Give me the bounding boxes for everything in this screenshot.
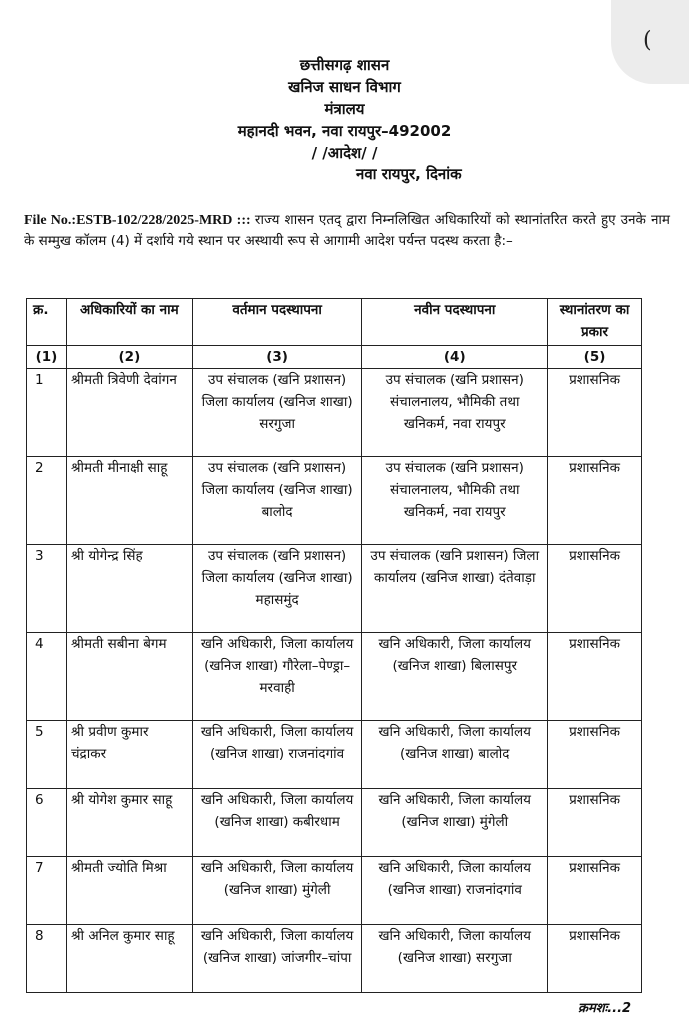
order-title: / /आदेश/ / bbox=[311, 144, 378, 162]
col-number: (3) bbox=[192, 346, 362, 369]
ministry-label: मंत्रालय bbox=[324, 100, 365, 118]
row-serial: 2 bbox=[27, 457, 67, 545]
row-officer-name: श्री अनिल कुमार साहू bbox=[66, 925, 192, 993]
row-serial: 1 bbox=[27, 369, 67, 457]
col-number: (2) bbox=[66, 346, 192, 369]
col-number: (5) bbox=[548, 346, 642, 369]
corner-mark: ( bbox=[643, 28, 652, 53]
table-row bbox=[27, 457, 642, 545]
row-serial: 4 bbox=[27, 633, 67, 721]
place-date-line: नवा रायपुर, दिनांक bbox=[356, 165, 462, 183]
col-header-name: अधिकारियों का नाम bbox=[66, 299, 192, 346]
row-transfer-type: प्रशासनिक bbox=[548, 857, 642, 925]
col-header-new: नवीन पदस्थापना bbox=[362, 299, 548, 346]
continuation-note: क्रमशः...2 bbox=[578, 1001, 632, 1016]
row-transfer-type: प्रशासनिक bbox=[548, 545, 642, 633]
row-transfer-type: प्रशासनिक bbox=[548, 721, 642, 789]
row-new-posting: खनि अधिकारी, जिला कार्यालय (खनिज शाखा) बालोद bbox=[362, 721, 548, 789]
row-transfer-type: प्रशासनिक bbox=[548, 457, 642, 545]
row-serial: 3 bbox=[27, 545, 67, 633]
col-number: (1) bbox=[27, 346, 67, 369]
row-officer-name: श्री योगेश कुमार साहू bbox=[66, 789, 192, 857]
col-number: (4) bbox=[362, 346, 548, 369]
file-number: File No.:ESTB-102/228/2025-MRD bbox=[24, 213, 233, 228]
table-row bbox=[27, 925, 642, 993]
row-transfer-type: प्रशासनिक bbox=[548, 633, 642, 721]
row-serial: 8 bbox=[27, 925, 67, 993]
row-officer-name: श्रीमती मीनाक्षी साहू bbox=[66, 457, 192, 545]
row-serial: 5 bbox=[27, 721, 67, 789]
table-row bbox=[27, 789, 642, 857]
table-row bbox=[27, 369, 642, 457]
row-new-posting: उप संचालक (खनि प्रशासन) जिला कार्यालय (खनिज शाखा) दंतेवाड़ा bbox=[362, 545, 548, 633]
row-transfer-type: प्रशासनिक bbox=[548, 925, 642, 993]
col-header-sn: क्र. bbox=[27, 299, 67, 346]
row-new-posting: खनि अधिकारी, जिला कार्यालय (खनिज शाखा) राजनांदगांव bbox=[362, 857, 548, 925]
row-current-posting: खनि अधिकारी, जिला कार्यालय (खनिज शाखा) जांजगीर–चांपा bbox=[192, 925, 362, 993]
row-officer-name: श्रीमती त्रिवेणी देवांगन bbox=[66, 369, 192, 457]
govt-name: छत्तीसगढ़ शासन bbox=[299, 56, 390, 74]
row-current-posting: खनि अधिकारी, जिला कार्यालय (खनिज शाखा) मुंगेली bbox=[192, 857, 362, 925]
row-current-posting: उप संचालक (खनि प्रशासन) जिला कार्यालय (खनिज शाखा) बालोद bbox=[192, 457, 362, 545]
table-row bbox=[27, 721, 642, 789]
table-colnum-row bbox=[27, 346, 642, 369]
row-officer-name: श्रीमती सबीना बेगम bbox=[66, 633, 192, 721]
row-new-posting: उप संचालक (खनि प्रशासन) संचालनालय, भौमिकी तथा खनिकर्म, नवा रायपुर bbox=[362, 369, 548, 457]
table-header-row bbox=[27, 299, 642, 346]
row-current-posting: खनि अधिकारी, जिला कार्यालय (खनिज शाखा) कबीरधाम bbox=[192, 789, 362, 857]
table-row bbox=[27, 633, 642, 721]
row-new-posting: उप संचालक (खनि प्रशासन) संचालनालय, भौमिकी तथा खनिकर्म, नवा रायपुर bbox=[362, 457, 548, 545]
intro-paragraph bbox=[24, 210, 670, 252]
file-separator: ::: bbox=[232, 213, 255, 228]
row-serial: 7 bbox=[27, 857, 67, 925]
col-header-type: स्थानांतरण का प्रकार bbox=[548, 299, 642, 346]
row-current-posting: उप संचालक (खनि प्रशासन) जिला कार्यालय (खनिज शाखा) महासमुंद bbox=[192, 545, 362, 633]
table-row bbox=[27, 545, 642, 633]
row-current-posting: खनि अधिकारी, जिला कार्यालय (खनिज शाखा) राजनांदगांव bbox=[192, 721, 362, 789]
intro-text: राज्य शासन एतद् द्वारा निम्नलिखित अधिकारियों को स्थानांतरित करते हुए उनके नाम के सम्मुख कॉलम (4) में दर्शाये गये स्थान पर अस्थायी रूप से आगामी आदेश पर्यन्त पदस्थ करता है:– bbox=[24, 212, 671, 249]
row-serial: 6 bbox=[27, 789, 67, 857]
department-name: खनिज साधन विभाग bbox=[288, 78, 401, 96]
transfer-table bbox=[26, 298, 642, 993]
table-row bbox=[27, 857, 642, 925]
row-new-posting: खनि अधिकारी, जिला कार्यालय (खनिज शाखा) मुंगेली bbox=[362, 789, 548, 857]
document-header bbox=[0, 54, 689, 164]
row-current-posting: उप संचालक (खनि प्रशासन) जिला कार्यालय (खनिज शाखा) सरगुजा bbox=[192, 369, 362, 457]
office-address: महानदी भवन, नवा रायपुर–492002 bbox=[237, 122, 452, 140]
row-transfer-type: प्रशासनिक bbox=[548, 789, 642, 857]
row-officer-name: श्रीमती ज्योति मिश्रा bbox=[66, 857, 192, 925]
row-transfer-type: प्रशासनिक bbox=[548, 369, 642, 457]
row-new-posting: खनि अधिकारी, जिला कार्यालय (खनिज शाखा) बिलासपुर bbox=[362, 633, 548, 721]
row-officer-name: श्री प्रवीण कुमार चंद्राकर bbox=[66, 721, 192, 789]
row-new-posting: खनि अधिकारी, जिला कार्यालय (खनिज शाखा) सरगुजा bbox=[362, 925, 548, 993]
row-current-posting: खनि अधिकारी, जिला कार्यालय (खनिज शाखा) गौरेला–पेण्ड्रा–मरवाही bbox=[192, 633, 362, 721]
row-officer-name: श्री योगेन्द्र सिंह bbox=[66, 545, 192, 633]
col-header-current: वर्तमान पदस्थापना bbox=[192, 299, 362, 346]
